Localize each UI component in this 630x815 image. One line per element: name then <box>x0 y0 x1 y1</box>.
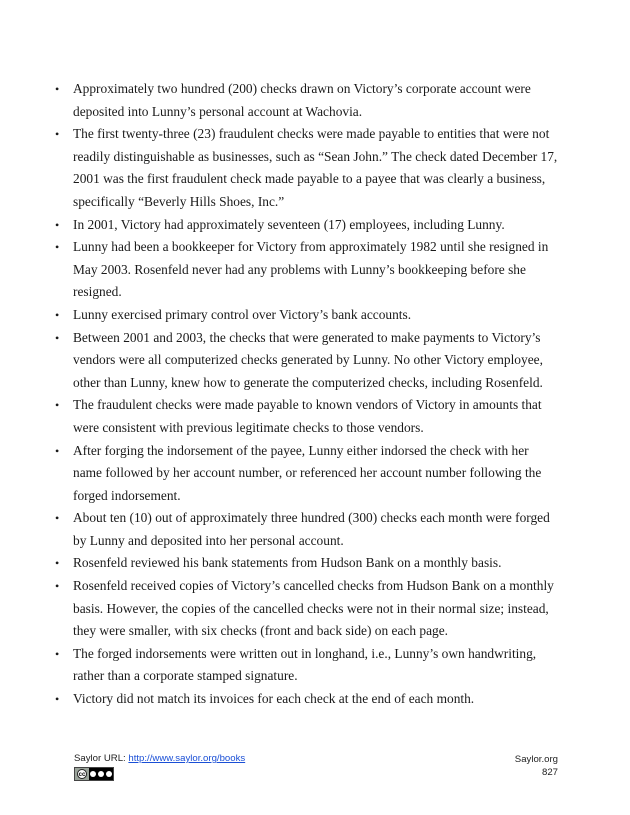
list-item-text: In 2001, Victory had approximately seventeen (17) employees, including Lunny. <box>73 216 505 232</box>
list-item <box>54 643 560 688</box>
footer-site-name: Saylor.org <box>514 754 558 765</box>
list-item-text: Lunny exercised primary control over Victory’s bank accounts. <box>73 306 412 322</box>
bullet-icon: • <box>55 330 60 345</box>
sa-icon <box>106 771 112 777</box>
footer-url-link[interactable]: http://www.saylor.org/books <box>128 753 246 764</box>
list-item-text: The fraudulent checks were made payable to known vendors of Victory in amounts that were consistent with previous legitimate checks to those vendors. <box>73 397 542 435</box>
creative-commons-license-icon[interactable] <box>74 767 114 781</box>
list-item-text: The forged indorsements were written out in longhand, i.e., Lunny’s own handwriting, rather than a corporate stamped signature. <box>73 645 537 684</box>
list-item <box>54 123 560 213</box>
bullet-icon: • <box>55 556 60 571</box>
list-item-text: Approximately two hundred (200) checks drawn on Victory’s corporate account were deposited into Lunny’s personal account at Wachovia. <box>73 81 531 119</box>
bullet-icon: • <box>55 443 60 458</box>
bullet-icon: • <box>55 127 60 142</box>
list-item <box>54 304 560 327</box>
list-item <box>54 78 560 123</box>
list-item <box>54 688 560 711</box>
bullet-icon: • <box>55 579 60 594</box>
document-body <box>54 78 560 711</box>
footer-source <box>74 753 245 764</box>
list-item-text: After forging the indorsement of the payee, Lunny either indorsed the check with her name followed by her account number, or referenced her account number following the forged indorsement. <box>73 442 542 503</box>
bullet-icon: • <box>55 646 60 661</box>
list-item-text: Victory did not match its invoices for each check at the end of each month. <box>73 691 475 707</box>
list-item-text: Between 2001 and 2003, the checks that were generated to make payments to Victory’s vendors were all computerized checks generated by Lunny. No other Victory employee, other than Lunny, knew how to generate the computerized checks, including Rosenfeld. <box>73 329 543 390</box>
list-item-text: About ten (10) out of approximately three hundred (300) checks each month were forged by Lunny and deposited into her personal account. <box>73 510 550 548</box>
cc-logo-icon: cc <box>77 769 87 779</box>
bullet-icon: • <box>55 398 60 413</box>
by-icon <box>90 771 96 777</box>
list-item <box>54 394 560 439</box>
list-item-text: The first twenty-three (23) fraudulent checks were made payable to entities that were not readily distinguishable as businesses, such as “Sean John.” The check dated December 17, 2001 was the first fraudulent check made payable to a payee that was clearly a business, specifically “Beverly Hills Shoes, Inc.” <box>73 126 558 209</box>
list-item-text: Rosenfeld reviewed his bank statements from Hudson Bank on a monthly basis. <box>73 555 502 571</box>
list-item <box>54 440 560 508</box>
bullet-icon: • <box>55 511 60 526</box>
list-item <box>54 575 560 643</box>
bullet-list <box>54 78 560 711</box>
bullet-icon: • <box>55 692 60 707</box>
page-number: 827 <box>541 767 558 778</box>
bullet-icon: • <box>55 82 60 96</box>
footer-site-info <box>515 753 558 779</box>
list-item <box>54 327 560 395</box>
footer-url-label: Saylor URL: <box>74 753 129 764</box>
list-item <box>54 236 560 304</box>
list-item-text: Rosenfeld received copies of Victory’s cancelled checks from Hudson Bank on a monthly basis. However, the copies of the cancelled checks were not in their normal size; instead, they were smaller, with six checks (front and back side) on each page. <box>73 578 554 639</box>
nc-icon <box>98 771 104 777</box>
bullet-icon: • <box>55 240 60 255</box>
list-item <box>54 507 560 552</box>
list-item <box>54 214 560 237</box>
bullet-icon: • <box>55 307 60 322</box>
list-item <box>54 552 560 575</box>
list-item-text: Lunny had been a bookkeeper for Victory from approximately 1982 until she resigned in May 2003. Rosenfeld never had any problems with Lunny’s bookkeeping before she resigned. <box>73 239 549 300</box>
bullet-icon: • <box>55 217 60 232</box>
license-terms-icon <box>89 768 113 780</box>
